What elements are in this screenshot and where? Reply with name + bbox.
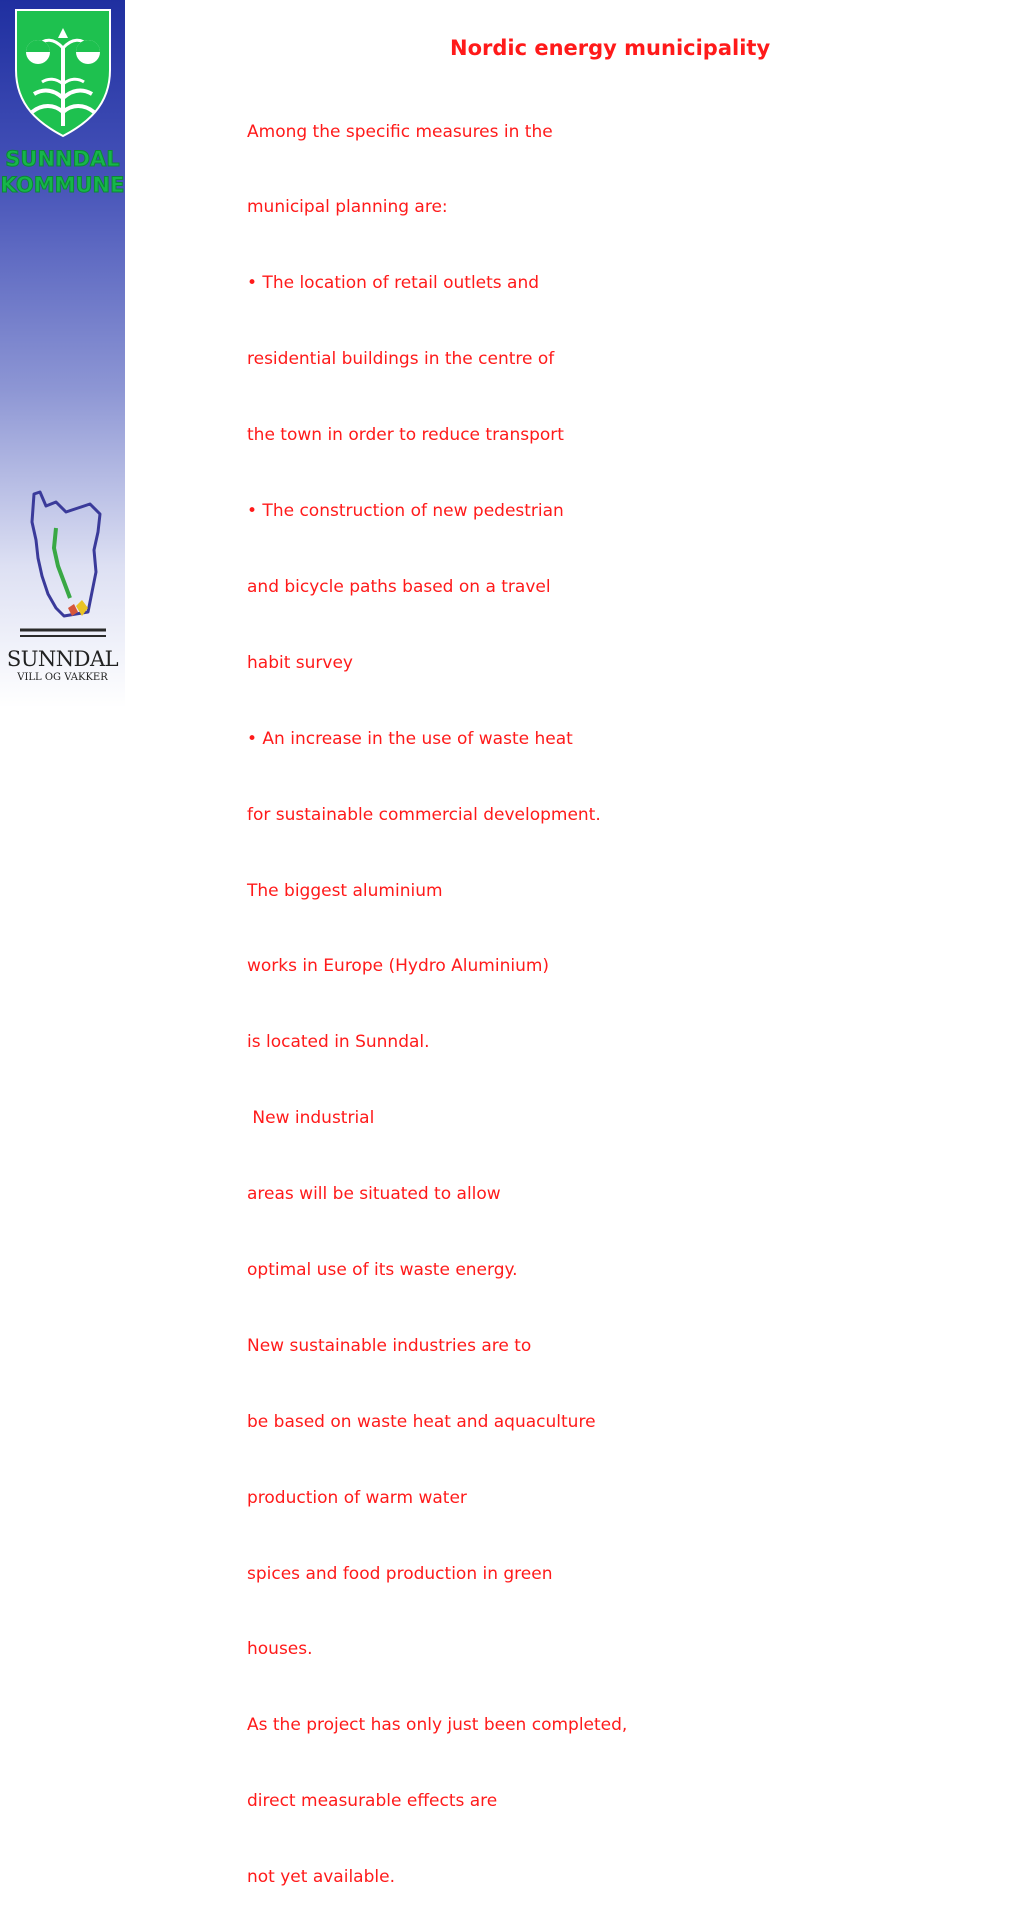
body-line: for sustainable commercial development. <box>247 804 601 825</box>
body-line: production of warm water <box>247 1487 467 1508</box>
kommune-name <box>0 146 125 198</box>
kommune-name-line-1: SUNNDAL <box>5 147 120 171</box>
body-line: New sustainable industries are to <box>247 1335 532 1356</box>
footer-logo-name: SUNNDAL <box>6 647 119 671</box>
body-line: habit survey <box>247 652 353 673</box>
body-line: • The construction of new pedestrian <box>247 501 564 522</box>
crest-icon <box>14 8 112 138</box>
slide-title: Nordic energy municipality <box>450 36 771 60</box>
body-line: is located in Sunndal. <box>247 1032 430 1053</box>
body-line: works in Europe (Hydro Aluminium) <box>247 956 550 977</box>
municipality-map-icon <box>16 488 111 638</box>
footer-logo <box>0 647 125 685</box>
body-line: Among the specific measures in the <box>247 121 553 142</box>
body-line: and bicycle paths based on a travel <box>247 576 551 597</box>
body-line: New industrial <box>247 1108 375 1129</box>
kommune-name-line-2: KOMMUNE <box>0 173 125 197</box>
body-line: As the project has only just been completed, <box>247 1715 628 1736</box>
body-line: residential buildings in the centre of <box>247 349 555 370</box>
body-line: municipal planning are: <box>247 197 448 218</box>
body-line: be based on waste heat and aquaculture <box>247 1411 596 1432</box>
body-line: The biggest aluminium <box>247 880 443 901</box>
body-line: optimal use of its waste energy. <box>247 1259 518 1280</box>
body-line: the town in order to reduce transport <box>247 425 564 446</box>
footer-logo-tagline: VILL OG VAKKER <box>17 672 108 683</box>
body-line: houses. <box>247 1639 313 1660</box>
slide-body-text <box>247 69 627 1916</box>
body-line: • The location of retail outlets and <box>247 273 540 294</box>
sidebar <box>0 0 125 708</box>
body-line: spices and food production in green <box>247 1563 553 1584</box>
body-line: direct measurable effects are <box>247 1791 498 1812</box>
body-line: • An increase in the use of waste heat <box>247 728 573 749</box>
body-line: areas will be situated to allow <box>247 1184 501 1205</box>
body-line: not yet available. <box>247 1867 395 1888</box>
